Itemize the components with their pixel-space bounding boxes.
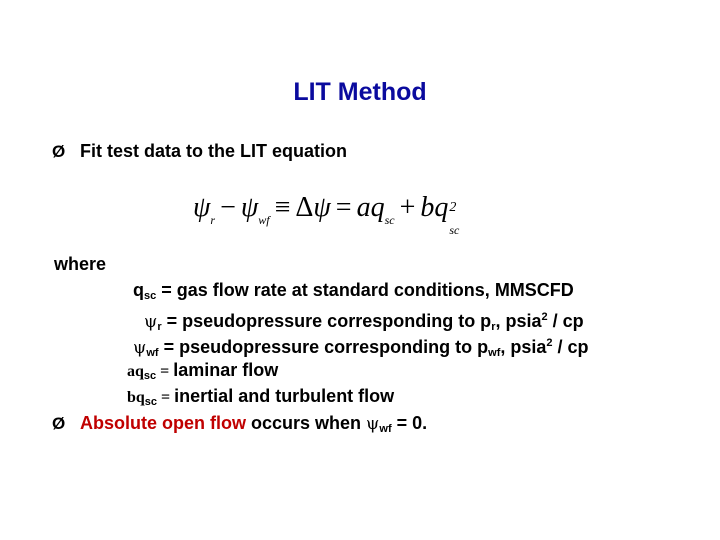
where-label: where xyxy=(54,254,107,274)
arrow-bullet-icon: Ø xyxy=(52,414,66,433)
lit-equation: $\psi_r - \psi_{wf} \equiv \Delta\psi = aq_{sc}$ + bq 2 sc xyxy=(193,192,460,237)
slide-title: LIT Method xyxy=(293,78,427,106)
definition-psi-r: $\psi_r$ = pseudopressure corresponding to $p_r$, psia$^2$ / cp xyxy=(144,311,584,333)
definition-psi-wf: $\psi_{wf}$ = pseudopressure corresponding to $p_{wf}$, psia$^2$ / cp xyxy=(133,337,589,359)
bullet-absolute-open-flow: Ø Absolute open flow occurs when $\psi_{wf} = 0$. xyxy=(52,413,428,435)
definition-bqsc: $bq_{sc}$ = inertial and turbulent flow xyxy=(127,386,395,408)
definition-qsc: $q_{sc}$ = gas flow rate at standard conditions, MMSCFD xyxy=(133,280,574,302)
highlight-text: Absolute open flow xyxy=(80,413,246,433)
arrow-bullet-icon: Ø xyxy=(52,142,66,161)
bullet-text: Fit test data to the LIT equation xyxy=(80,141,347,161)
bullet-fit-data xyxy=(52,141,347,162)
definition-aqsc: $aq_{sc}$ = laminar flow xyxy=(127,360,279,382)
